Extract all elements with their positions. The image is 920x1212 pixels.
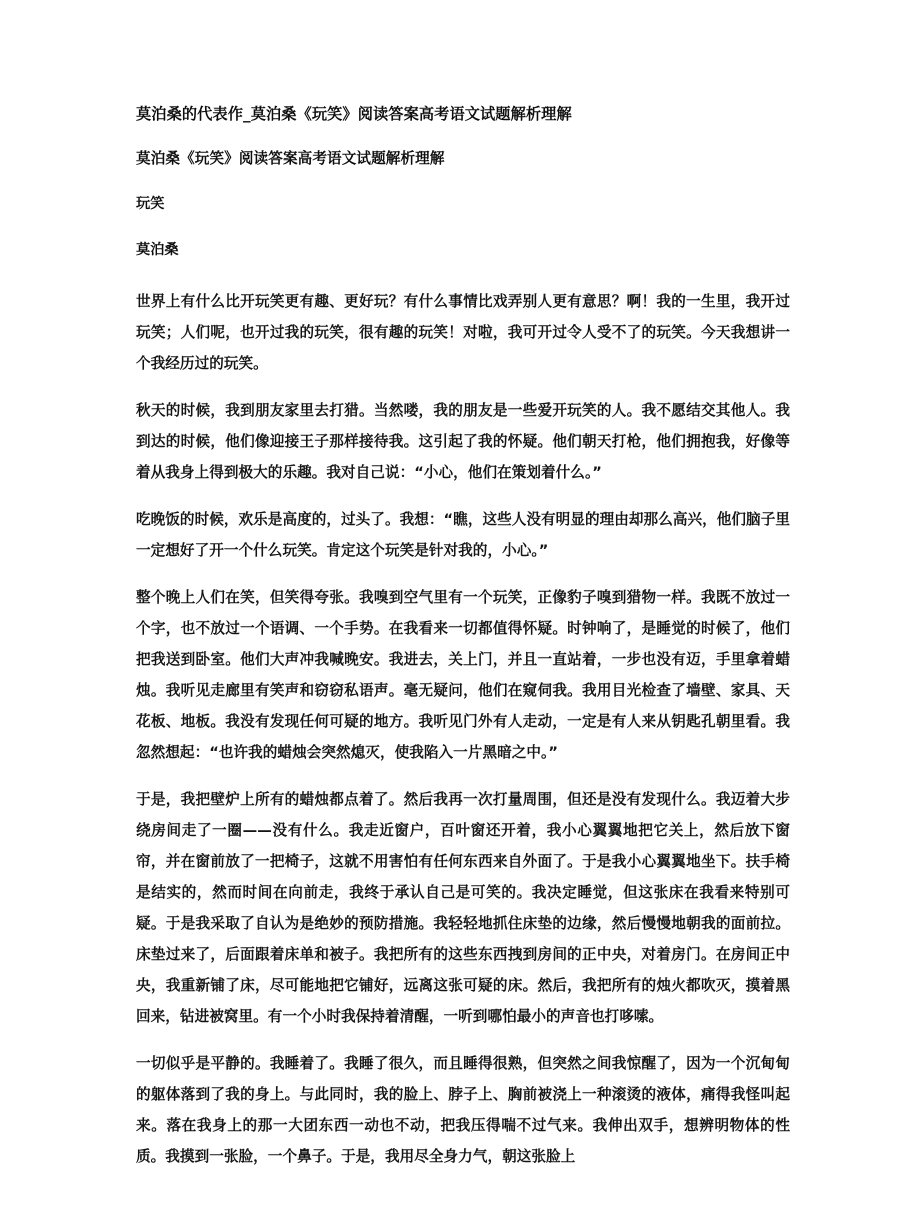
document-subtitle: 莫泊桑《玩笑》阅读答案高考语文试题解析理解 (136, 150, 445, 167)
paragraph: 吃晚饭的时候，欢乐是高度的，过头了。我想：“瞧，这些人没有明显的理由却那么高兴，他们脑子里一定想好了开一个什么玩笑。肯定这个玩笑是针对我的，小心。” (136, 511, 790, 559)
page-title: 莫泊桑的代表作_莫泊桑《玩笑》阅读答案高考语文试题解析理解 (136, 105, 572, 123)
paragraph: 世界上有什么比开玩笑更有趣、更好玩？有什么事情比戏弄别人更有意思？啊！我的一生里，我开过玩笑；人们呢，也开过我的玩笑，很有趣的玩笑！对啦，我可开过令人受不了的玩笑。今天我想讲一个我经历过的玩笑。 (136, 293, 790, 372)
paragraph: 秋天的时候，我到朋友家里去打猎。当然喽，我的朋友是一些爱开玩笑的人。我不愿结交其他人。我到达的时候，他们像迎接王子那样接待我。这引起了我的怀疑。他们朝天打枪，他们拥抱我，好像等着从我身上得到极大的乐趣。我对自己说：“小心，他们在策划着什么。” (136, 402, 790, 481)
author-name: 莫泊桑 (136, 242, 179, 258)
article-body (136, 286, 790, 1172)
work-title: 玩笑 (136, 196, 165, 212)
paragraph: 一切似乎是平静的。我睡着了。我睡了很久，而且睡得很熟，但突然之间我惊醒了，因为一个沉甸甸的躯体落到了我的身上。与此同时，我的脸上、脖子上、胸前被浇上一种滚烫的液体，痛得我怪叫起来。落在我身上的那一大团东西一动也不动，把我压得喘不过气来。我伸出双手，想辨明物体的性质。我摸到一张脸，一个鼻子。于是，我用尽全身力气，朝这张脸上 (136, 1055, 790, 1165)
paragraph: 整个晚上人们在笑，但笑得夸张。我嗅到空气里有一个玩笑，正像豹子嗅到猎物一样。我既不放过一个字，也不放过一个语调、一个手势。在我看来一切都值得怀疑。时钟响了，是睡觉的时候了，他们把我送到卧室。他们大声冲我喊晚安。我进去，关上门，并且一直站着，一步也没有迈，手里拿着蜡烛。我听见走廊里有笑声和窃窃私语声。毫无疑问，他们在窥伺我。我用目光检查了墙壁、家具、天花板、地板。我没有发现任何可疑的地方。我听见门外有人走动，一定是有人来从钥匙孔朝里看。我忽然想起：“也许我的蜡烛会突然熄灭，使我陷入一片黑暗之中。” (136, 589, 790, 761)
paragraph: 于是，我把壁炉上所有的蜡烛都点着了。然后我再一次打量周围，但还是没有发现什么。我迈着大步绕房间走了一圈——没有什么。我走近窗户，百叶窗还开着，我小心翼翼地把它关上，然后放下窗帘，并在窗前放了一把椅子，这就不用害怕有任何东西来自外面了。于是我小心翼翼地坐下。扶手椅是结实的，然而时间在向前走，我终于承认自己是可笑的。我决定睡觉，但这张床在我看来特别可疑。于是我采取了自认为是绝妙的预防措施。我轻轻地抓住床垫的边缘，然后慢慢地朝我的面前拉。床垫过来了，后面跟着床单和被子。我把所有的这些东西拽到房间的正中央，对着房门。在房间正中央，我重新铺了床，尽可能地把它铺好，远离这张可疑的床。然后，我把所有的烛火都吹灭，摸着黑回来，钻进被窝里。有一个小时我保持着清醒，一听到哪怕最小的声音也打哆嗦。 (136, 791, 790, 1025)
